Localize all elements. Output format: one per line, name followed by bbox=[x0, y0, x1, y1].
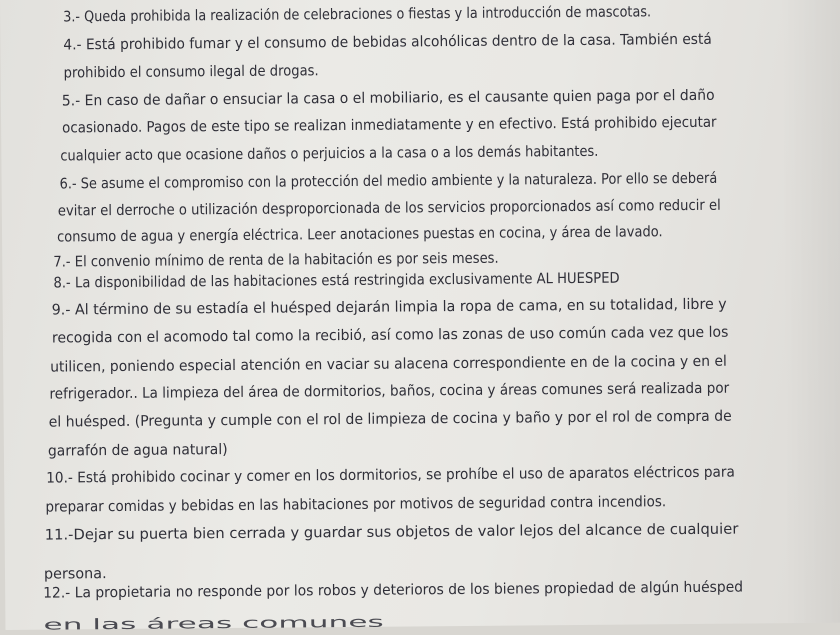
text-line: recogida con el acomodo tal como la recibió, así como las zonas de uso común cada vez que los bbox=[51, 323, 729, 347]
text-line: ocasionado. Pagos de este tipo se realizan inmediatamente y en efectivo. Está prohibido ejecutar bbox=[62, 113, 717, 137]
text-line: garrafón de agua natural) bbox=[47, 441, 228, 460]
text-line: consumo de agua y energía eléctrica. Leer anotaciones puestas en cocina, y área de lavado. bbox=[56, 223, 663, 246]
text-line: cualquier acto que ocasione daños o perjuicios a la casa o a los demás habitantes. bbox=[60, 142, 599, 165]
text-line: 6.- Se asume el compromiso con la protección del medio ambiente y la naturaleza. Por ello se deberá bbox=[59, 169, 718, 193]
page-shadow bbox=[780, 0, 840, 623]
text-line: 5.- En caso de dañar o ensuciar la casa o el mobiliario, es el causante quien paga por el daño bbox=[61, 86, 715, 110]
text-line: 7.- El convenio mínimo de renta de la habitación es por seis meses. bbox=[53, 249, 499, 271]
text-line: prohibido el consumo ilegal de drogas. bbox=[63, 62, 319, 82]
text-line: 9.- Al término de su estadía el huésped dejarán limpia la ropa de cama, en su totalidad, libre y bbox=[51, 295, 727, 319]
text-line: 8.- La disponibilidad de las habitaciones está restringida exclusivamente AL HUESPED bbox=[53, 269, 620, 292]
text-line: persona. bbox=[43, 565, 107, 583]
text-line: 4.- Está prohibido fumar y el consumo de bebidas alcohólicas dentro de la casa. También está bbox=[63, 30, 712, 54]
text-line: 11.-Dejar su puerta bien cerrada y guardar sus objetos de valor lejos del alcance de cualquier bbox=[44, 520, 739, 544]
text-line: preparar comidas y bebidas en las habitaciones por motivos de seguridad contra incendios. bbox=[45, 493, 667, 516]
text-line: 3.- Queda prohibida la realización de celebraciones o fiestas y la introducción de mascotas. bbox=[63, 3, 652, 26]
text-line: en las áreas comunes bbox=[43, 613, 384, 634]
text-line: 12.- La propietaria no responde por los robos y deterioros de los bienes propiedad de algún huésped bbox=[43, 578, 744, 602]
text-line: utilicen, poniendo especial atención en vaciar su alacena correspondiente en de la cocina y en el bbox=[50, 352, 727, 376]
text-line: evitar el derroche o utilización desproporcionada de los servicios proporcionados así como reducir el bbox=[57, 196, 721, 220]
text-line: el huésped. (Pregunta y cumple con el rol de limpieza de cocina y baño y por el rol de compra de bbox=[48, 407, 732, 431]
text-line: 10.- Está prohibido cocinar y comer en los dormitorios, se prohíbe el uso de aparatos eléctricos para bbox=[46, 463, 735, 487]
text-line: refrigerador.. La limpieza del área de dormitorios, baños, cocina y áreas comunes será realizada por bbox=[49, 379, 730, 403]
